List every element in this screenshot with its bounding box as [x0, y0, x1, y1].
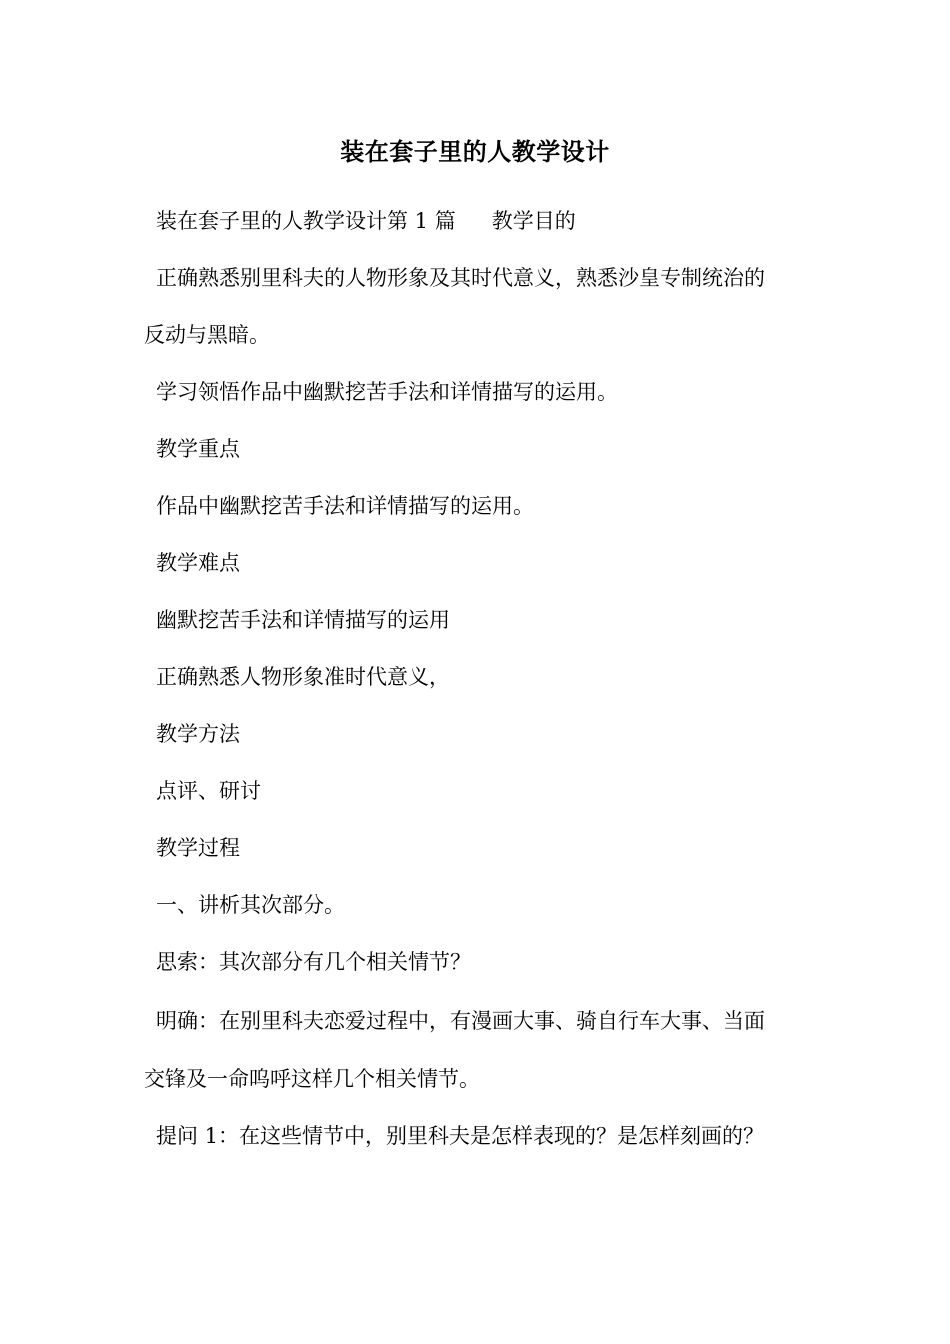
section-heading: 教学方法 — [156, 722, 240, 746]
document-title: 装在套子里的人教学设计 — [340, 137, 610, 166]
paragraph-line: 思索：其次部分有几个相关情节？ — [156, 950, 471, 974]
paragraph-line: 反动与黑暗。 — [144, 323, 270, 347]
section-label: 装在套子里的人教学设计第 1 篇 — [156, 209, 456, 233]
paragraph-line: 一、讲析其次部分。 — [156, 893, 345, 917]
section-heading: 教学难点 — [156, 551, 240, 575]
paragraph-line: 作品中幽默挖苦手法和详情描写的运用。 — [156, 494, 534, 518]
paragraph-line: 交锋及一命呜呼这样几个相关情节。 — [144, 1067, 480, 1091]
paragraph-line: 正确熟悉别里科夫的人物形象及其时代意义，熟悉沙皇专制统治的 — [156, 266, 765, 290]
paragraph-line: 点评、研讨 — [156, 779, 261, 803]
paragraph-line: 幽默挖苦手法和详情描写的运用 — [156, 608, 450, 632]
section-sublabel: 教学目的 — [491, 209, 576, 233]
section-heading: 教学重点 — [156, 437, 240, 461]
paragraph-line: 明确：在别里科夫恋爱过程中，有漫画大事、骑自行车大事、当面 — [156, 1009, 765, 1033]
paragraph-line: 学习领悟作品中幽默挖苦手法和详情描写的运用。 — [156, 380, 618, 404]
paragraph-heading-line — [156, 206, 836, 236]
section-heading: 教学过程 — [156, 836, 240, 860]
paragraph-line: 提问 1：在这些情节中，别里科夫是怎样表现的？是怎样刻画的？ — [156, 1124, 765, 1148]
paragraph-line: 正确熟悉人物形象准时代意义， — [156, 665, 450, 689]
